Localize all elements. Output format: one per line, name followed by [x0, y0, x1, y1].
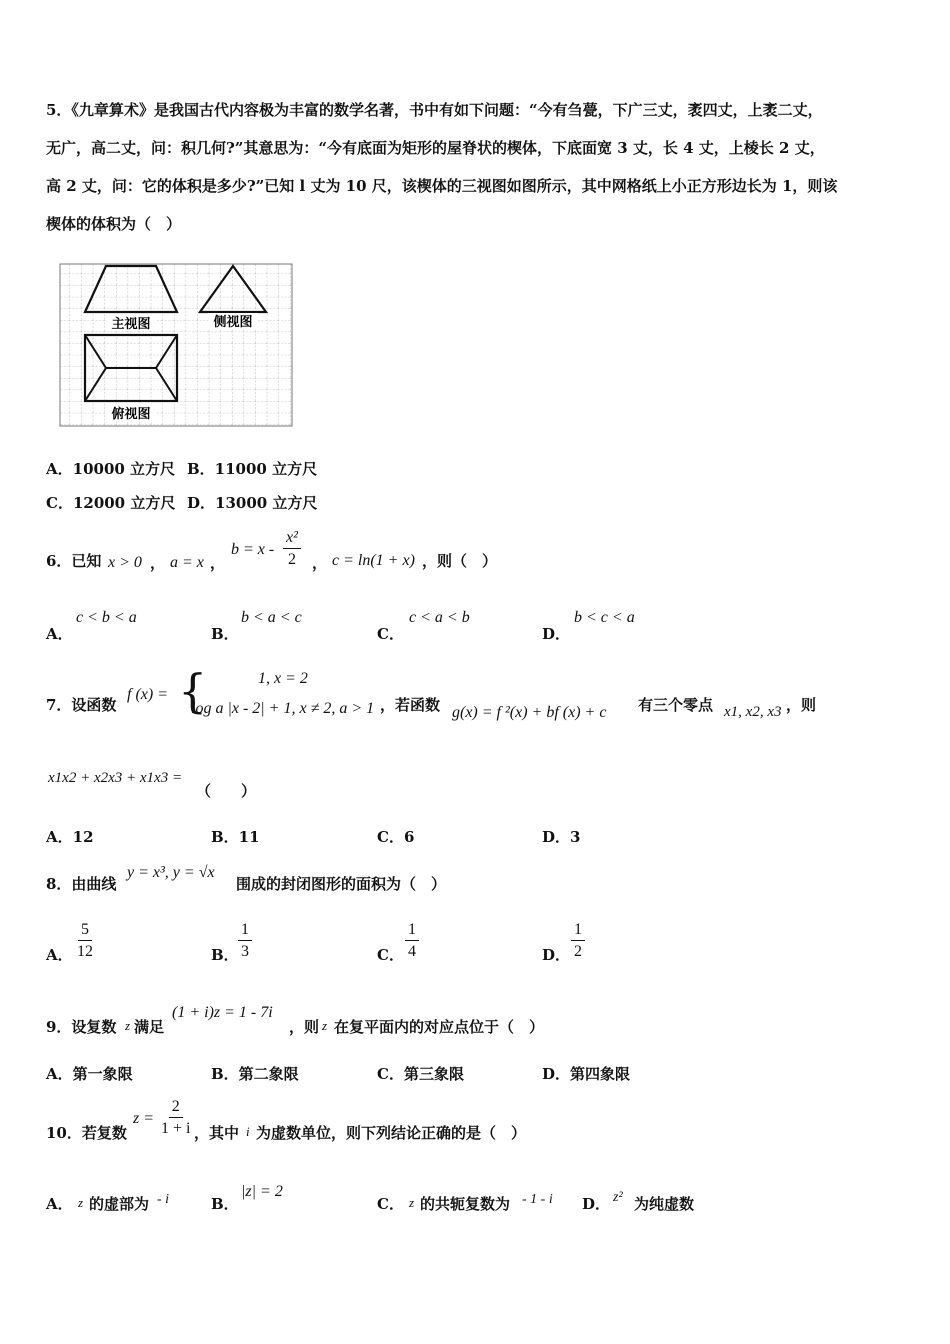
- q6-option-d-letter: D．: [542, 625, 571, 643]
- q9-prefix: 9．设复数: [46, 1018, 117, 1036]
- q7-case-2: log a |x - 2| + 1, x ≠ 2, a > 1: [191, 700, 375, 717]
- q10-option-c-value: - 1 - i: [522, 1192, 553, 1207]
- q10-option-d-letter: D．: [582, 1195, 611, 1213]
- q8-option-d-numerator: 1: [571, 920, 585, 941]
- q7-option-d: D．3: [542, 828, 581, 846]
- q7-prefix: 7．设函数: [46, 696, 117, 714]
- q6-sep-1: ，: [150, 554, 166, 572]
- q6-b-lhs: b = x -: [231, 541, 275, 558]
- q7-option-c: C．6: [377, 828, 415, 846]
- q5-option-b: B．11000 立方尺: [187, 460, 318, 478]
- q10-option-d-math: z²: [613, 1190, 623, 1205]
- q8-option-b-denominator: 3: [241, 943, 249, 960]
- q6-option-b-letter: B．: [211, 625, 239, 643]
- q8-option-b-fraction: [238, 920, 252, 963]
- q9-equation: (1 + i)z = 1 - 7i: [172, 1004, 273, 1021]
- q6-sep-3: ，: [312, 554, 328, 572]
- q9-mid: 满足: [134, 1018, 165, 1036]
- q6-a-definition: a = x: [170, 554, 204, 571]
- q9-option-a: A．第一象限: [46, 1065, 133, 1083]
- q10-denominator: 1 + i: [161, 1120, 191, 1137]
- q8-suffix: 围成的封闭图形的面积为（ ）: [236, 875, 447, 893]
- q8-option-d-letter: D．: [542, 946, 571, 964]
- q6-option-c-letter: C．: [377, 625, 404, 643]
- q10-option-d-text: 为纯虚数: [634, 1195, 695, 1213]
- q7-expression: x1x2 + x2x3 + x1x3 =: [48, 770, 183, 786]
- q9-z-2: z: [322, 1018, 328, 1033]
- q8-prefix: 8．由曲线: [46, 875, 117, 893]
- q9-option-d: D．第四象限: [542, 1065, 631, 1083]
- q7-option-b: B．11: [211, 828, 260, 846]
- q5-line-2: 无广，高二丈，问：积几何?”其意思为：“今有底面为矩形的屋脊状的楔体，下底面宽 3 丈，长 4 丈，上棱长 2 丈，: [46, 139, 825, 157]
- q6-option-b: b < a < c: [241, 609, 302, 626]
- q10-option-a-text: 的虚部为: [89, 1195, 150, 1213]
- q7-g-definition: g(x) = f ²(x) + bf (x) + c: [452, 704, 607, 721]
- q8-option-b-numerator: 1: [238, 920, 252, 941]
- q10-z-eq: z =: [133, 1110, 155, 1127]
- q8-option-d-denominator: 2: [574, 943, 582, 960]
- q8-option-c-numerator: 1: [405, 920, 419, 941]
- q5-option-d: D．13000 立方尺: [187, 494, 318, 512]
- q7-zeros-text: 有三个零点: [638, 696, 714, 714]
- q9-tail-1: ，则: [289, 1018, 320, 1036]
- q10-option-b-math: |z| = 2: [241, 1183, 283, 1200]
- q7-zeros: x1, x2, x3: [724, 704, 782, 720]
- q8-option-c-fraction: [405, 920, 419, 963]
- q8-option-a-letter: A．: [46, 946, 73, 964]
- q10-numerator: 2: [169, 1097, 183, 1118]
- q10-option-a-z: z: [78, 1195, 84, 1210]
- q7-mid: ，若函数: [380, 696, 441, 714]
- q8-option-d-fraction: [571, 920, 585, 963]
- front-view-label: 主视图: [111, 317, 151, 332]
- q7-option-a: A．12: [46, 828, 94, 846]
- top-view-label: 俯视图: [111, 407, 151, 422]
- side-view-label: 侧视图: [213, 315, 253, 330]
- q7-f-lhs: f (x) =: [127, 686, 168, 703]
- q9-option-c: C．第三象限: [377, 1065, 464, 1083]
- q10-option-a-letter: A．: [46, 1195, 73, 1213]
- q6-sep-2: ，: [210, 554, 226, 572]
- q8-option-a-denominator: 12: [77, 943, 93, 960]
- q7-then: ，则: [786, 696, 817, 714]
- three-view-figure: [58, 262, 294, 428]
- q5-line-4: 楔体的体积为（ ）: [46, 215, 182, 233]
- q8-option-a-numerator: 5: [78, 920, 92, 941]
- q10-prefix: 10．若复数: [46, 1124, 127, 1142]
- q6-option-a: c < b < a: [76, 609, 137, 626]
- q6-b-denominator: 2: [287, 551, 296, 568]
- q6-option-c: c < a < b: [409, 609, 470, 626]
- q7-brace: {: [178, 664, 208, 718]
- q8-option-c-denominator: 4: [408, 943, 416, 960]
- q9-option-b: B．第二象限: [211, 1065, 299, 1083]
- q5-line-1: 5．《九章算术》是我国古代内容极为丰富的数学名著，书中有如下问题：“今有刍甍，下广三丈，袤四丈，上袤二丈，: [46, 101, 823, 119]
- q10-option-c-z: z: [409, 1195, 415, 1210]
- q9-z: z: [125, 1018, 131, 1033]
- q10-suffix: 为虚数单位，则下列结论正确的是（ ）: [256, 1124, 527, 1142]
- q8-curves: y = x³, y = √x: [127, 864, 215, 881]
- q6-option-a-letter: A．: [46, 625, 73, 643]
- q10-i: i: [246, 1124, 250, 1139]
- q6-condition: x > 0: [108, 554, 142, 571]
- q5-option-a: A．10000 立方尺: [46, 460, 176, 478]
- q6-prefix: 6．已知: [46, 552, 102, 570]
- q10-option-c-text: 的共轭复数为: [420, 1195, 511, 1213]
- q10-option-c-letter: C．: [377, 1195, 404, 1213]
- q6-b-fraction: [283, 528, 301, 571]
- q6-option-d: b < c < a: [574, 609, 635, 626]
- q10-option-a-value: - i: [157, 1192, 170, 1207]
- q5-line-3: 高 2 丈，问：它的体积是多少?”已知 l 丈为 10 尺，该楔体的三视图如图所示，其中网格纸上小正方形边长为 1，则该: [46, 177, 838, 195]
- q7-paren: （ ）: [196, 782, 257, 800]
- q9-tail-2: 在复平面内的对应点位于（ ）: [334, 1018, 545, 1036]
- q6-c-definition: c = ln(1 + x): [332, 552, 415, 569]
- q6-b-numerator: x²: [283, 528, 301, 549]
- q8-option-c-letter: C．: [377, 946, 404, 964]
- q10-mid: ，其中: [194, 1124, 240, 1142]
- q7-case-1: 1, x = 2: [258, 670, 308, 687]
- q6-suffix: ，则（ ）: [422, 552, 498, 570]
- q10-fraction: [158, 1097, 193, 1140]
- q8-option-b-letter: B．: [211, 946, 239, 964]
- q5-option-c: C．12000 立方尺: [46, 494, 176, 512]
- q10-option-b-letter: B．: [211, 1195, 239, 1213]
- q8-option-a-fraction: [74, 920, 96, 963]
